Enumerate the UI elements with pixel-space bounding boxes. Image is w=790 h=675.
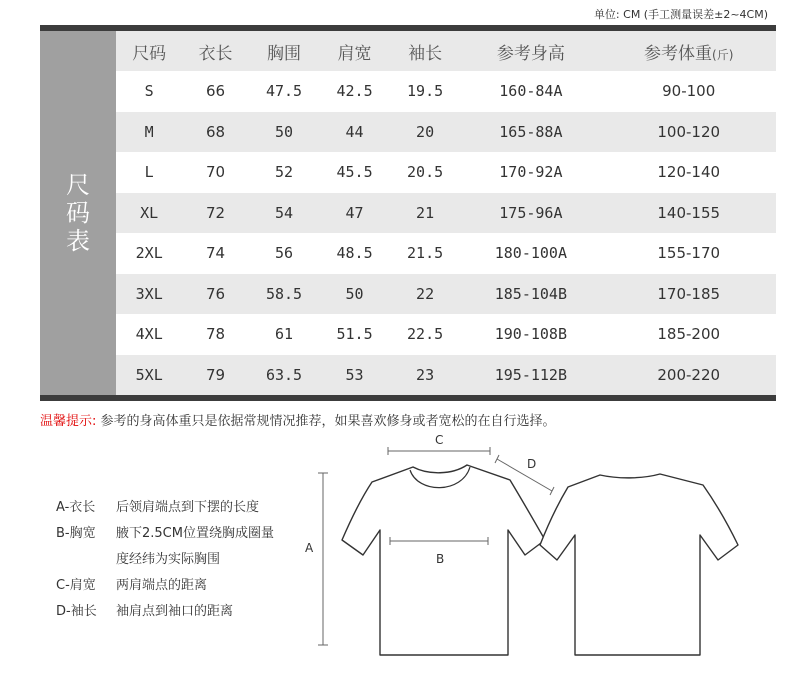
tip-text: 参考的身高体重只是依据常规情况推荐，如果喜欢修身或者宽松的在自行选择。 bbox=[100, 414, 556, 429]
dimension-d-label: D bbox=[527, 457, 537, 471]
cell-sleeve: 20.5 bbox=[390, 152, 461, 193]
cell-chest: 54 bbox=[249, 193, 320, 234]
cell-length: 76 bbox=[182, 274, 248, 315]
cell-height: 165-88A bbox=[460, 112, 601, 153]
cell-size: M bbox=[116, 112, 182, 153]
cell-shoulder: 45.5 bbox=[319, 152, 390, 193]
unit-note: 单位: CM (手工测量误差±2~4CM) bbox=[593, 8, 768, 21]
legend-desc: 袖肩点到袖口的距离 bbox=[116, 603, 234, 619]
header-size: 尺码 bbox=[116, 31, 182, 71]
cell-sleeve: 22 bbox=[390, 274, 461, 315]
dimension-b-label: B bbox=[436, 552, 445, 566]
cell-size: XL bbox=[116, 193, 182, 234]
cell-height: 185-104B bbox=[460, 274, 601, 315]
legend-desc: 两肩端点的距离 bbox=[116, 577, 208, 593]
cell-height: 180-100A bbox=[460, 233, 601, 274]
cell-chest: 58.5 bbox=[249, 274, 320, 315]
cell-weight: 170-185 bbox=[601, 274, 776, 315]
cell-sleeve: 22.5 bbox=[390, 314, 461, 355]
cell-length: 68 bbox=[182, 112, 248, 153]
cell-height: 160-84A bbox=[460, 71, 601, 112]
cell-chest: 56 bbox=[249, 233, 320, 274]
header-shoulder: 肩宽 bbox=[319, 31, 390, 71]
cell-chest: 63.5 bbox=[249, 355, 320, 396]
cell-length: 70 bbox=[182, 152, 248, 193]
cell-weight: 155-170 bbox=[601, 233, 776, 274]
cell-shoulder: 53 bbox=[319, 355, 390, 396]
legend-key: C-肩宽 bbox=[56, 577, 96, 593]
cell-size: 2XL bbox=[116, 233, 182, 274]
cell-shoulder: 42.5 bbox=[319, 71, 390, 112]
legend-key: B-胸宽 bbox=[56, 525, 96, 541]
back-tshirt-outline bbox=[540, 474, 738, 655]
cell-chest: 61 bbox=[249, 314, 320, 355]
cell-weight: 120-140 bbox=[601, 152, 776, 193]
cell-weight: 100-120 bbox=[601, 112, 776, 153]
cell-sleeve: 19.5 bbox=[390, 71, 461, 112]
header-chest: 胸围 bbox=[249, 31, 320, 71]
cell-height: 190-108B bbox=[460, 314, 601, 355]
legend-key: A-衣长 bbox=[56, 499, 96, 515]
header-weight-label: 参考体重 bbox=[644, 43, 713, 64]
cell-chest: 50 bbox=[249, 112, 320, 153]
cell-height: 175-96A bbox=[460, 193, 601, 234]
cell-sleeve: 20 bbox=[390, 112, 461, 153]
cell-shoulder: 51.5 bbox=[319, 314, 390, 355]
cell-sleeve: 21 bbox=[390, 193, 461, 234]
tip-label: 温馨提示: bbox=[40, 414, 97, 429]
cell-size: 3XL bbox=[116, 274, 182, 315]
header-sleeve: 袖长 bbox=[390, 31, 461, 71]
cell-shoulder: 50 bbox=[319, 274, 390, 315]
cell-weight: 185-200 bbox=[601, 314, 776, 355]
cell-length: 72 bbox=[182, 193, 248, 234]
dimension-d-tick-top bbox=[495, 455, 499, 463]
header-height: 参考身高 bbox=[460, 31, 601, 71]
legend-desc: 腋下2.5CM位置绕胸成圈量 bbox=[116, 525, 274, 541]
cell-chest: 52 bbox=[249, 152, 320, 193]
cell-weight: 140-155 bbox=[601, 193, 776, 234]
cell-height: 170-92A bbox=[460, 152, 601, 193]
dimension-a-label: A bbox=[305, 541, 314, 555]
cell-size: L bbox=[116, 152, 182, 193]
cell-shoulder: 47 bbox=[319, 193, 390, 234]
dimension-d-tick-bottom bbox=[550, 487, 554, 495]
cell-size: S bbox=[116, 71, 182, 112]
cell-sleeve: 21.5 bbox=[390, 233, 461, 274]
cell-weight: 200-220 bbox=[601, 355, 776, 396]
cell-chest: 47.5 bbox=[249, 71, 320, 112]
legend-desc: 后领肩端点到下摆的长度 bbox=[116, 499, 260, 515]
header-weight-unit: (斤) bbox=[712, 47, 734, 62]
cell-shoulder: 48.5 bbox=[319, 233, 390, 274]
cell-size: 4XL bbox=[116, 314, 182, 355]
cell-weight: 90-100 bbox=[601, 71, 776, 112]
cell-height: 195-112B bbox=[460, 355, 601, 396]
header-length: 衣长 bbox=[182, 31, 248, 71]
cell-size: 5XL bbox=[116, 355, 182, 396]
cell-length: 78 bbox=[182, 314, 248, 355]
cell-length: 66 bbox=[182, 71, 248, 112]
side-label-text: 尺码表 bbox=[66, 171, 90, 255]
legend-desc-continued: 度经纬为实际胸围 bbox=[116, 551, 221, 567]
cell-length: 74 bbox=[182, 233, 248, 274]
cell-shoulder: 44 bbox=[319, 112, 390, 153]
cell-length: 79 bbox=[182, 355, 248, 396]
cell-sleeve: 23 bbox=[390, 355, 461, 396]
dimension-c-label: C bbox=[435, 433, 444, 447]
legend-key: D-袖长 bbox=[56, 603, 97, 619]
